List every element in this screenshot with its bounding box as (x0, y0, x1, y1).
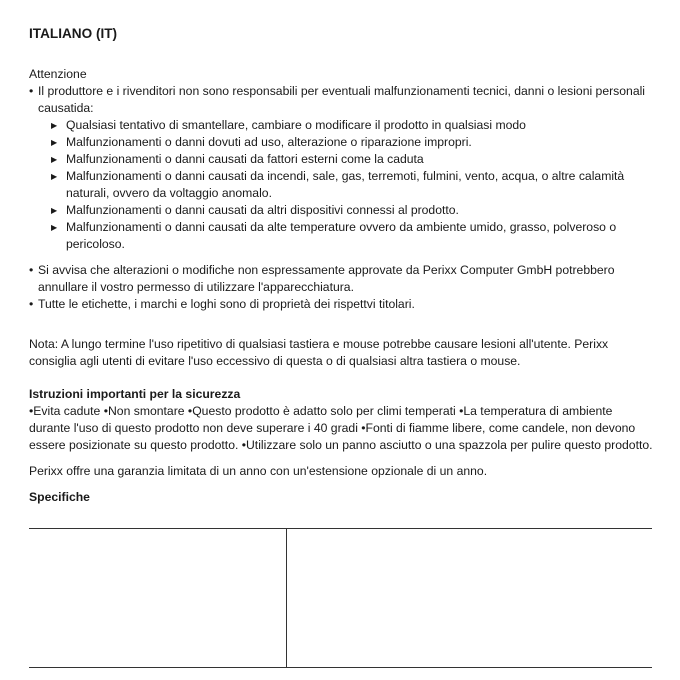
specs-table (29, 528, 652, 668)
list-item: • Si avvisa che alterazioni o modifiche non espressamente approvate da Perixx Computer GmbH potrebbero annullare il vostro permesso di utilizzare l'apparecchiatura. (29, 263, 615, 294)
triangle-bullet-icon: ▶ (51, 121, 58, 130)
list-item: ▶ Malfunzionamenti o danni causati da fattori esterni come la caduta (51, 152, 424, 166)
notice-list (29, 262, 654, 313)
note-paragraph: Nota: A lungo termine l'uso ripetitivo di qualsiasi tastiera e mouse potrebbe causare lesioni all'utente. Perixx consiglia agli utenti di evitare l'uso eccessivo di questa o di qualsiasi altra tastiera o mouse. (29, 337, 609, 368)
list-item: ▶ Malfunzionamenti o danni causati da incendi, sale, gas, terremoti, fulmini, vento, acqua, o altre calamità naturali, ovvero da voltaggio anomalo. (51, 169, 625, 200)
safety-title: Istruzioni importanti per la sicurezza (29, 387, 241, 401)
list-item: ▶ Malfunzionamenti o danni dovuti ad uso, alterazione o riparazione impropri. (51, 135, 472, 149)
list-item: ▶ Malfunzionamenti o danni causati da altri dispositivi connessi al prodotto. (51, 203, 459, 217)
bullet-icon: • (29, 84, 34, 98)
list-item: • Tutte le etichette, i marchi e loghi sono di proprietà dei rispettvi titolari. (29, 297, 415, 311)
document-page (29, 24, 654, 506)
attention-section (29, 66, 654, 313)
triangle-bullet-icon: ▶ (51, 155, 58, 164)
page-title: ITALIANO (IT) (29, 26, 118, 41)
attention-list (29, 83, 654, 253)
specs-title: Specifiche (29, 490, 90, 504)
triangle-bullet-icon: ▶ (51, 206, 58, 215)
bullet-icon: • (29, 263, 34, 277)
list-item: ▶ Qualsiasi tentativo di smantellare, cambiare o modificare il prodotto in qualsiasi modo (51, 118, 526, 132)
triangle-bullet-icon: ▶ (51, 138, 58, 147)
list-item (29, 83, 654, 253)
attention-title: Attenzione (29, 67, 87, 81)
table-column-divider (286, 529, 287, 667)
warranty-text: Perixx offre una garanzia limitata di un anno con un'estensione opzionale di un anno. (29, 464, 488, 478)
list-item: ▶ Malfunzionamenti o danni causati da alte temperature ovvero da ambiente umido, grasso, polveroso o pericoloso. (51, 220, 617, 251)
attention-intro: Il produttore e i rivenditori non sono responsabili per eventuali malfunzionamenti tecnici, danni o lesioni personali causatida: (38, 84, 646, 115)
triangle-bullet-icon: ▶ (51, 172, 58, 181)
triangle-bullet-icon: ▶ (51, 223, 58, 232)
bullet-icon: • (29, 297, 34, 311)
safety-text: •Evita cadute •Non smontare •Questo prodotto è adatto solo per climi temperati •La temperatura di ambiente durante l'uso di questo prodotto non deve superare i 40 gradi •Fonti di fiamme libere, come candele, non devono essere posizionate su questo prodotto. •Utilizzare solo un panno asciutto o una spazzola per pulire questo prodotto. (29, 404, 653, 452)
cause-list (38, 117, 654, 253)
